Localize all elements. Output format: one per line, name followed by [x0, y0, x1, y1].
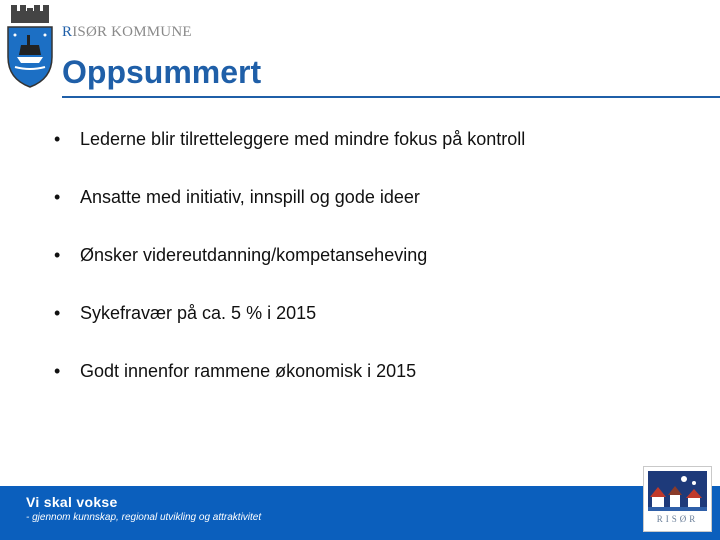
organization-name	[62, 24, 192, 41]
footer-logo-text: RISØR	[656, 514, 699, 524]
bullet-text: Ansatte med initiativ, innspill og gode ideer	[80, 187, 420, 207]
bullet-item	[54, 187, 525, 245]
slide-title: Oppsummert	[62, 54, 262, 90]
municipal-coat-of-arms-icon	[5, 5, 55, 89]
bullet-text: Sykefravær på ca. 5 % i 2015	[80, 303, 317, 323]
bullet-dot: •	[54, 303, 61, 323]
bullet-item	[54, 245, 525, 303]
bullet-dot: •	[54, 187, 61, 207]
bullet-item	[54, 361, 525, 419]
bullet-text: Ønsker videreutdanning/kompetanseheving	[80, 245, 428, 265]
footer-title: Vi skal vokse	[26, 494, 118, 510]
org-name-first-letter: R	[62, 24, 73, 40]
footer-subtitle: - gjennom kunnskap, regional utvikling og attraktivitet	[26, 512, 262, 523]
bullet-item	[54, 129, 525, 187]
bullet-item	[54, 303, 525, 361]
bullet-dot: •	[54, 129, 61, 149]
bullet-dot: •	[54, 245, 61, 265]
bullet-list	[54, 129, 525, 419]
footer-bar	[0, 486, 720, 540]
town-skyline-logo-icon	[643, 466, 712, 532]
bullet-dot: •	[54, 361, 61, 381]
bullet-text: Lederne blir tilretteleggere med mindre fokus på kontroll	[80, 129, 526, 149]
org-name-rest: ISØR KOMMUNE	[72, 24, 192, 40]
title-divider	[62, 96, 720, 98]
bullet-text: Godt innenfor rammene økonomisk i 2015	[80, 361, 417, 381]
